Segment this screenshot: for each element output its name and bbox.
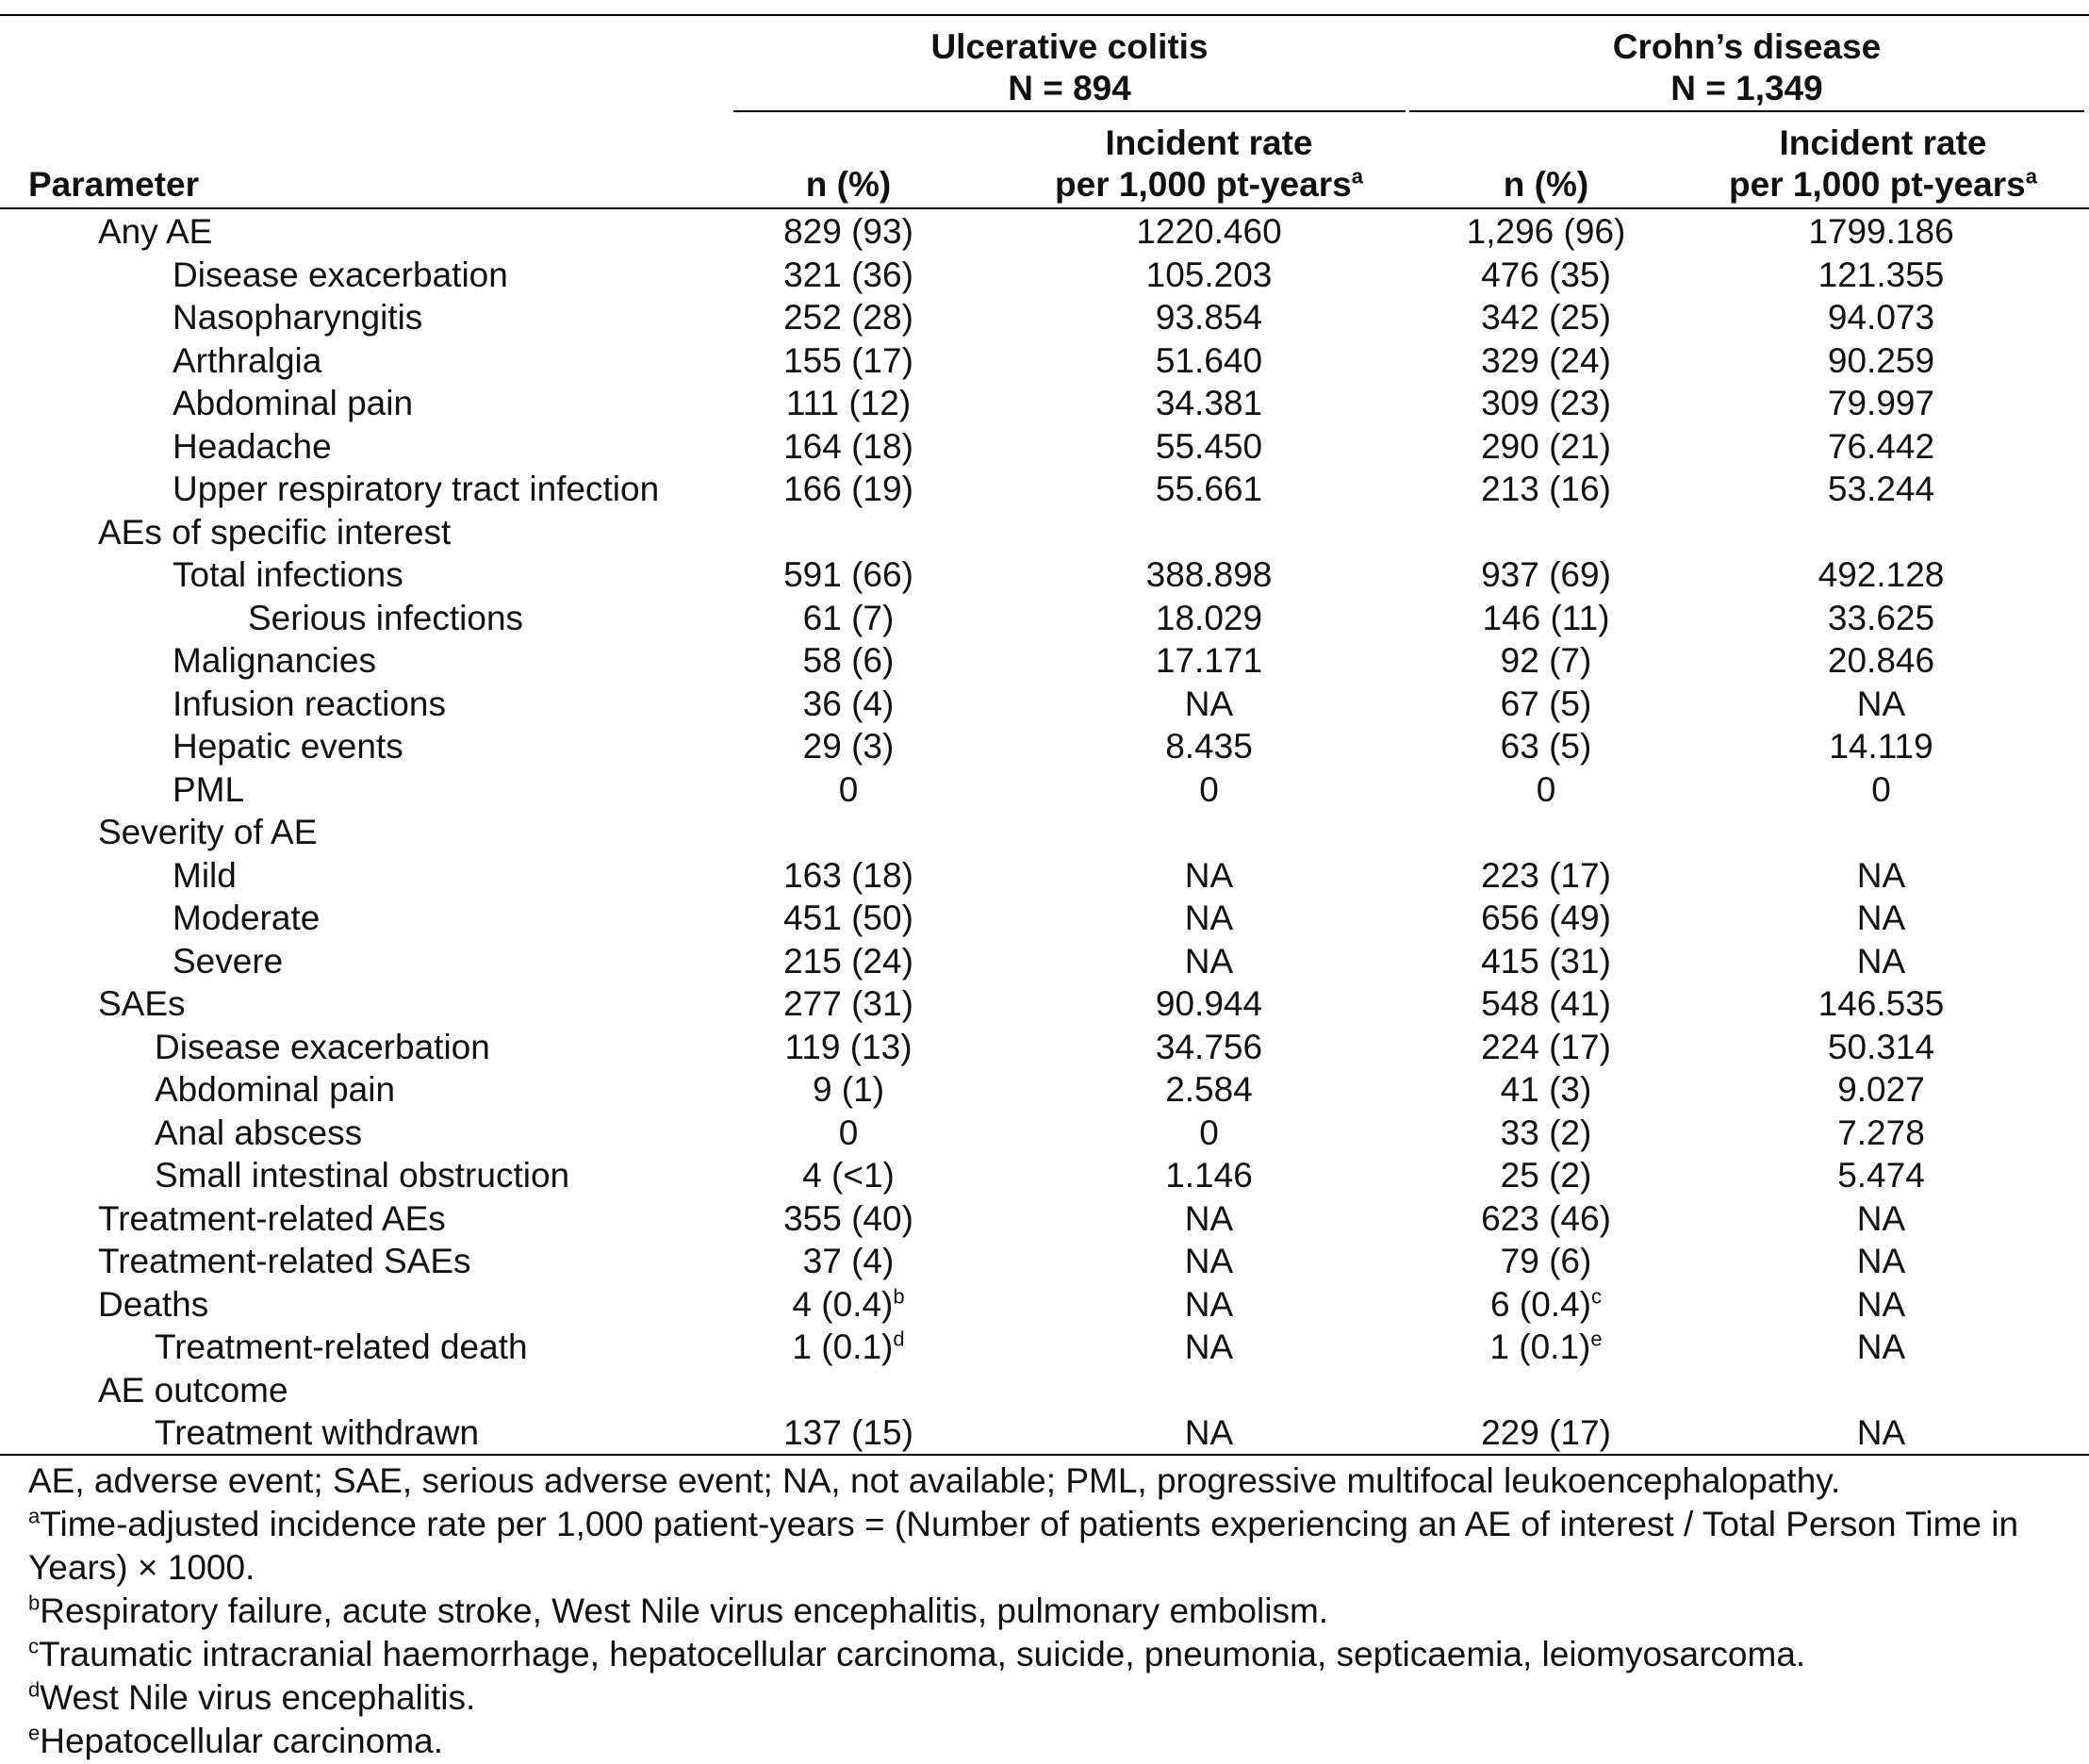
group-underline	[1409, 110, 2084, 112]
cell-uc-incident-rate: NA	[1184, 1284, 1234, 1324]
cell-cd-incident-rate: 9.027	[1837, 1070, 1925, 1109]
group-title: Ulcerative colitis	[930, 27, 1209, 66]
row-label: Nasopharyngitis	[173, 298, 423, 337]
row-label: Small intestinal obstruction	[155, 1156, 570, 1195]
table-row	[0, 726, 2089, 767]
cell-uc-n-pct: 4 $(0.4)^b$	[792, 1284, 905, 1324]
row-label: Abdominal pain	[173, 384, 414, 422]
cell-cd-n-pct: 25 (2)	[1500, 1156, 1592, 1195]
cell-cd-n-pct: 548 (41)	[1481, 984, 1611, 1023]
table-row	[0, 598, 2089, 639]
table-row	[0, 941, 2089, 982]
cell-cd-n-pct: 223 (17)	[1481, 855, 1611, 895]
row-label: Infusion reactions	[173, 684, 447, 723]
row-label: SAEs	[98, 984, 186, 1023]
row-label: Disease exacerbation	[155, 1027, 490, 1066]
row-label: Treatment withdrawn	[155, 1413, 480, 1452]
cell-cd-incident-rate: NA	[1856, 855, 1906, 895]
cell-uc-n-pct: 166 (19)	[783, 470, 913, 508]
cell-cd-incident-rate: 492.128	[1818, 555, 1945, 594]
cell-uc-n-pct: 355 (40)	[783, 1198, 913, 1238]
cell-cd-n-pct: 1,296 (96)	[1466, 212, 1626, 251]
column-header-incident-rate	[1032, 123, 1386, 206]
cell-uc-incident-rate: 0	[1199, 1113, 1219, 1152]
table-row	[0, 383, 2089, 424]
column-header-line: Incident rate	[1105, 124, 1313, 162]
table-row	[0, 1155, 2089, 1196]
cell-uc-n-pct: 163 (18)	[783, 855, 913, 895]
cell-cd-incident-rate: 33.625	[1827, 598, 1935, 637]
footnote-marker: c	[1590, 1284, 1602, 1309]
cell-cd-n-pct: 329 (24)	[1481, 340, 1611, 380]
table-row	[0, 340, 2089, 382]
cell-cd-incident-rate: 7.278	[1837, 1113, 1925, 1152]
cell-uc-incident-rate: 1220.460	[1136, 212, 1282, 251]
row-label: Mild	[173, 855, 237, 895]
cell-uc-n-pct: 137 (15)	[783, 1413, 913, 1452]
row-label: Hepatic events	[173, 727, 403, 766]
cell-uc-incident-rate: 18.029	[1155, 598, 1263, 637]
cell-cd-n-pct: 342 (25)	[1481, 298, 1611, 337]
cell-cd-incident-rate: NA	[1856, 898, 1906, 937]
cell-uc-n-pct: 155 (17)	[783, 340, 913, 380]
cell-uc-incident-rate: 2.584	[1165, 1070, 1253, 1109]
cell-uc-n-pct: 829 (93)	[783, 212, 913, 251]
cell-uc-n-pct: 4 (<1)	[802, 1156, 895, 1195]
table-bottom-rule	[0, 1454, 2089, 1456]
row-label: Arthralgia	[173, 340, 322, 380]
cell-cd-n-pct: 33 (2)	[1500, 1113, 1592, 1152]
row-label: Upper respiratory tract infection	[173, 470, 660, 508]
cell-uc-incident-rate: 93.854	[1155, 298, 1263, 337]
cell-uc-n-pct: 58 (6)	[802, 641, 895, 680]
row-label: Total infections	[173, 555, 403, 594]
group-n: N = 894	[1008, 69, 1131, 107]
column-header-line: Incident rate	[1779, 124, 1987, 162]
cell-cd-incident-rate: 14.119	[1829, 727, 1933, 766]
cell-cd-incident-rate: 121.355	[1818, 255, 1945, 294]
column-header-incident-rate	[1706, 123, 2060, 206]
row-label: Treatment-related SAEs	[98, 1242, 471, 1280]
group-header-crohns-disease	[1409, 26, 2084, 109]
footnote-marker: b	[893, 1284, 905, 1309]
cell-cd-n-pct: 623 (46)	[1481, 1198, 1611, 1238]
cell-cd-n-pct: 0	[1536, 769, 1556, 809]
cell-uc-n-pct: 1 $(0.1)^d$	[792, 1327, 905, 1366]
table-row	[0, 1327, 2089, 1368]
cell-cd-n-pct: 1 $(0.1)^e$	[1489, 1327, 1603, 1366]
footnote-d: $^d$West Nile virus encephalitis.	[28, 1677, 476, 1717]
column-header-line: per 1,000 pt-years$^a$	[1055, 164, 1363, 204]
cell-uc-incident-rate: NA	[1184, 1327, 1234, 1366]
table-row	[0, 1113, 2089, 1154]
cell-cd-n-pct: 6 $(0.4)^c$	[1490, 1284, 1602, 1324]
cell-cd-incident-rate: NA	[1856, 1242, 1906, 1280]
row-label: Headache	[173, 426, 332, 466]
cell-cd-n-pct: 63 (5)	[1500, 727, 1592, 766]
cell-uc-incident-rate: 51.640	[1155, 340, 1263, 380]
cell-cd-incident-rate: 79.997	[1827, 384, 1935, 422]
table-row	[0, 1370, 2089, 1411]
cell-uc-incident-rate: 55.661	[1155, 470, 1263, 508]
table-row	[0, 1284, 2089, 1326]
table-row	[0, 297, 2089, 338]
footnotes	[28, 1459, 2074, 1763]
cell-uc-incident-rate: 1.146	[1165, 1156, 1253, 1195]
cell-uc-incident-rate: 105.203	[1145, 255, 1273, 294]
cell-uc-incident-rate: 55.450	[1155, 426, 1263, 466]
cell-cd-incident-rate: NA	[1856, 1413, 1906, 1452]
cell-cd-incident-rate: 76.442	[1827, 426, 1935, 466]
table-row	[0, 469, 2089, 510]
cell-cd-incident-rate: 0	[1871, 769, 1891, 809]
cell-uc-incident-rate: 34.381	[1155, 384, 1263, 422]
cell-cd-n-pct: 224 (17)	[1481, 1027, 1611, 1066]
group-title: Crohn’s disease	[1612, 27, 1882, 66]
cell-cd-n-pct: 415 (31)	[1481, 941, 1611, 981]
footnote-marker: d	[893, 1327, 905, 1351]
column-header-parameter: Parameter	[28, 165, 200, 204]
cell-cd-incident-rate: NA	[1856, 684, 1906, 723]
footnote-c: $^c$Traumatic intracranial haemorrhage, hepatocellular carcinoma, suicide, pneumonia, septicaemia, leiomyosarcoma.	[28, 1634, 1806, 1673]
cell-cd-n-pct: 213 (16)	[1481, 470, 1611, 508]
footnote-e: $^e$Hepatocellular carcinoma.	[28, 1721, 444, 1760]
cell-uc-n-pct: 451 (50)	[783, 898, 913, 937]
cell-cd-n-pct: 229 (17)	[1481, 1413, 1611, 1452]
table-row	[0, 983, 2089, 1025]
cell-uc-n-pct: 321 (36)	[783, 255, 913, 294]
cell-cd-n-pct: 290 (21)	[1481, 426, 1611, 466]
cell-cd-incident-rate: 20.846	[1827, 641, 1935, 680]
cell-uc-incident-rate: 0	[1199, 769, 1219, 809]
row-label: AE outcome	[98, 1370, 288, 1410]
cell-cd-incident-rate: 53.244	[1827, 470, 1935, 508]
cell-uc-n-pct: 0	[838, 769, 859, 809]
cell-uc-n-pct: 29 (3)	[802, 727, 895, 766]
row-label: Anal abscess	[155, 1113, 363, 1152]
row-label: Severe	[173, 941, 284, 981]
cell-uc-n-pct: 119 (13)	[784, 1027, 913, 1066]
cell-uc-n-pct: 61 (7)	[802, 598, 895, 637]
table-row	[0, 1027, 2089, 1068]
column-header-line: per 1,000 pt-years$^a$	[1729, 164, 2037, 204]
footnote-a: $^a$Time-adjusted incidence rate per 1,000 patient-years = (Number of patients experiencing an AE of interest / Total Person Time in Years) × 1000.	[28, 1504, 2019, 1587]
cell-cd-incident-rate: 94.073	[1827, 298, 1935, 337]
row-label: Treatment-related AEs	[98, 1198, 446, 1238]
table-row	[0, 211, 2089, 253]
cell-cd-n-pct: 476 (35)	[1481, 255, 1611, 294]
row-label: Deaths	[98, 1284, 209, 1324]
group-n: N = 1,349	[1670, 69, 1823, 107]
header-bottom-rule	[0, 207, 2089, 209]
footnote-abbreviations: AE, adverse event; SAE, serious adverse event; NA, not available; PML, progressive multifocal leukoencephalopathy.	[28, 1461, 1841, 1500]
table-row	[0, 1198, 2089, 1240]
cell-uc-n-pct: 164 (18)	[783, 426, 913, 466]
cell-uc-incident-rate: 8.435	[1165, 727, 1253, 766]
row-label: Severity of AE	[98, 813, 318, 851]
table-row	[0, 1241, 2089, 1282]
row-label: Moderate	[173, 898, 321, 937]
cell-uc-incident-rate: 17.171	[1155, 641, 1263, 680]
cell-uc-incident-rate: 34.756	[1155, 1027, 1263, 1066]
table-row	[0, 554, 2089, 596]
cell-uc-n-pct: 277 (31)	[783, 984, 913, 1023]
cell-cd-incident-rate: 146.535	[1818, 984, 1945, 1023]
cell-uc-n-pct: 591 (66)	[783, 555, 913, 594]
row-label: Serious infections	[248, 598, 524, 637]
cell-cd-n-pct: 92 (7)	[1500, 641, 1592, 680]
footnote-b: $^b$Respiratory failure, acute stroke, West Nile virus encephalitis, pulmonary embolism.	[28, 1591, 1329, 1630]
cell-cd-incident-rate: NA	[1856, 941, 1906, 981]
row-label: Abdominal pain	[155, 1070, 396, 1109]
cell-cd-n-pct: 67 (5)	[1500, 684, 1592, 723]
column-header-n-pct: n (%)	[805, 165, 892, 204]
table-row	[0, 684, 2089, 725]
group-header-ulcerative-colitis	[733, 26, 1406, 109]
cell-uc-incident-rate: NA	[1184, 1198, 1234, 1238]
table-row	[0, 512, 2089, 553]
cell-uc-incident-rate: 388.898	[1145, 555, 1273, 594]
cell-cd-n-pct: 79 (6)	[1500, 1242, 1592, 1280]
cell-cd-n-pct: 937 (69)	[1481, 555, 1611, 594]
cell-uc-incident-rate: NA	[1184, 941, 1234, 981]
cell-cd-incident-rate: 5.474	[1837, 1156, 1925, 1195]
table-row	[0, 426, 2089, 468]
cell-uc-incident-rate: NA	[1184, 1242, 1234, 1280]
cell-cd-n-pct: 41 (3)	[1500, 1070, 1592, 1109]
row-label: Any AE	[98, 212, 213, 251]
cell-uc-n-pct: 215 (24)	[783, 941, 913, 981]
cell-cd-incident-rate: 90.259	[1827, 340, 1935, 380]
cell-uc-n-pct: 111 (12)	[785, 384, 912, 422]
cell-cd-n-pct: 656 (49)	[1481, 898, 1611, 937]
cell-uc-incident-rate: NA	[1184, 855, 1234, 895]
cell-cd-incident-rate: NA	[1856, 1284, 1906, 1324]
cell-uc-incident-rate: NA	[1184, 684, 1234, 723]
cell-cd-incident-rate: 1799.186	[1808, 212, 1954, 251]
cell-uc-incident-rate: NA	[1184, 1413, 1234, 1452]
cell-cd-incident-rate: 50.314	[1827, 1027, 1935, 1066]
cell-uc-n-pct: 9 (1)	[812, 1070, 885, 1109]
table-row	[0, 855, 2089, 897]
table-row	[0, 1069, 2089, 1111]
cell-uc-n-pct: 37 (4)	[802, 1242, 895, 1280]
cell-cd-incident-rate: NA	[1856, 1198, 1906, 1238]
cell-uc-n-pct: 0	[838, 1113, 859, 1152]
row-label: Malignancies	[173, 641, 376, 680]
row-label: Disease exacerbation	[173, 255, 508, 294]
cell-cd-n-pct: 309 (23)	[1481, 384, 1611, 422]
cell-uc-n-pct: 36 (4)	[802, 684, 895, 723]
row-label: AEs of specific interest	[98, 512, 452, 552]
table-row	[0, 769, 2089, 811]
table-row	[0, 898, 2089, 939]
table-row	[0, 640, 2089, 682]
cell-uc-n-pct: 252 (28)	[783, 298, 913, 337]
table-row	[0, 255, 2089, 296]
row-label: Treatment-related death	[155, 1327, 528, 1366]
cell-uc-incident-rate: NA	[1184, 898, 1234, 937]
cell-uc-incident-rate: 90.944	[1155, 984, 1263, 1023]
column-header-n-pct: n (%)	[1503, 165, 1589, 204]
cell-cd-incident-rate: NA	[1856, 1327, 1906, 1366]
table-row	[0, 812, 2089, 853]
cell-cd-n-pct: 146 (11)	[1482, 598, 1610, 637]
table-top-rule	[0, 14, 2089, 16]
table-row	[0, 1412, 2089, 1454]
row-label: PML	[173, 769, 245, 809]
footnote-marker: e	[1590, 1327, 1603, 1351]
group-underline	[733, 110, 1406, 112]
